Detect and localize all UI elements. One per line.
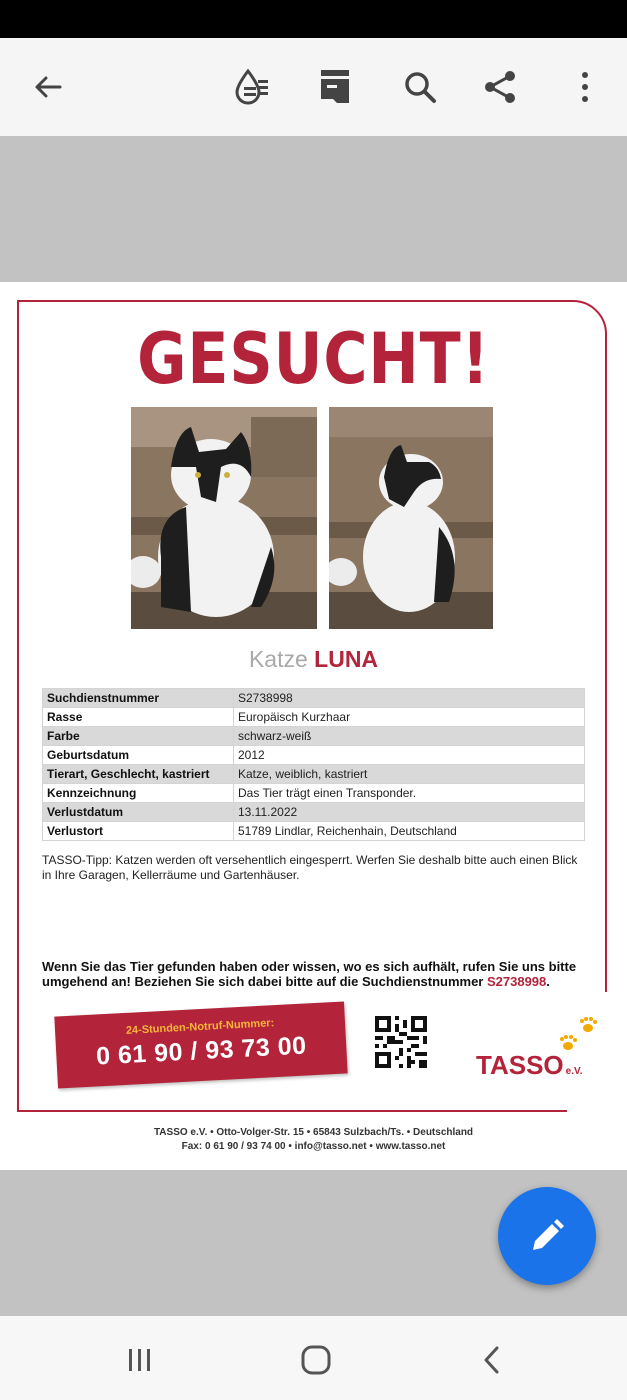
detail-key: Tierart, Geschlecht, kastriert — [43, 765, 234, 784]
animal-name — [0, 646, 627, 673]
qr-code[interactable] — [375, 1016, 427, 1073]
top-toolbar — [0, 38, 627, 136]
detail-value: 2012 — [234, 746, 585, 765]
hotline-box — [54, 1001, 347, 1088]
detail-key: Kennzeichnung — [43, 784, 234, 803]
callout-text: Wenn Sie das Tier gefunden haben oder wissen, wo es sich aufhält, rufen Sie uns bitte umgehend an! Beziehen Sie sich dabei bitte auf die Suchdienstnummer S2738998. — [42, 959, 577, 989]
tasso-tip: TASSO-Tipp: Katzen werden oft versehentlich eingesperrt. Werfen Sie deshalb bitte auch einen Blick in Ihre Garagen, Kellerräume und Gartenhäuser. — [42, 853, 578, 882]
document-background — [0, 136, 627, 282]
table-row — [43, 727, 585, 746]
hotline-number[interactable]: 0 61 90 / 93 73 00 — [95, 1031, 308, 1071]
detail-value: Europäisch Kurzhaar — [234, 708, 585, 727]
recent-apps-icon[interactable] — [118, 1338, 162, 1382]
table-row — [43, 803, 585, 822]
detail-key: Verlustdatum — [43, 803, 234, 822]
search-icon[interactable] — [395, 62, 445, 112]
table-row — [43, 765, 585, 784]
table-row — [43, 822, 585, 841]
detail-value: S2738998 — [234, 689, 585, 708]
cat-photo-front — [131, 407, 317, 629]
footer-address: TASSO e.V. • Otto-Volger-Str. 15 • 65843 Sulzbach/Ts. • Deutschland — [153, 1127, 474, 1138]
detail-key: Rasse — [43, 708, 234, 727]
detail-value: 13.11.2022 — [234, 803, 585, 822]
footer-contact: Fax: 0 61 90 / 93 74 00 • info@tasso.net • www.tasso.net — [181, 1141, 446, 1152]
table-row — [43, 784, 585, 803]
details-table — [42, 688, 585, 841]
table-row — [43, 708, 585, 727]
detail-key: Verlustort — [43, 822, 234, 841]
back-arrow-icon[interactable] — [23, 62, 73, 112]
detail-value: schwarz-weiß — [234, 727, 585, 746]
poster-footer — [0, 1126, 627, 1154]
status-bar — [0, 0, 627, 38]
share-icon[interactable] — [475, 62, 525, 112]
detail-value: Katze, weiblich, kastriert — [234, 765, 585, 784]
page-layout-icon[interactable] — [310, 62, 360, 112]
tasso-logo: TASSO e.V. — [476, 1050, 583, 1080]
pdf-page — [0, 282, 627, 1170]
animal-name-value: LUNA — [314, 646, 379, 672]
callout-number: S2738998 — [486, 974, 547, 989]
animal-kind: Katze — [248, 646, 308, 672]
more-options-icon[interactable] — [560, 62, 610, 112]
home-icon[interactable] — [294, 1338, 338, 1382]
reading-mode-icon[interactable] — [228, 62, 278, 112]
edit-button[interactable] — [498, 1187, 596, 1285]
hotline-label: 24-Stunden-Notruf-Nummer: — [125, 1017, 275, 1037]
detail-value: Das Tier trägt einen Transponder. — [234, 784, 585, 803]
edit-pencil-icon — [527, 1216, 567, 1256]
poster-title: GESUCHT! — [137, 318, 490, 400]
table-row — [43, 746, 585, 765]
system-nav-bar — [0, 1316, 627, 1400]
table-row — [43, 689, 585, 708]
detail-key: Geburtsdatum — [43, 746, 234, 765]
detail-key: Farbe — [43, 727, 234, 746]
cat-photo-side — [329, 407, 493, 629]
detail-key: Suchdienstnummer — [43, 689, 234, 708]
detail-value: 51789 Lindlar, Reichenhain, Deutschland — [234, 822, 585, 841]
back-icon[interactable] — [470, 1338, 514, 1382]
